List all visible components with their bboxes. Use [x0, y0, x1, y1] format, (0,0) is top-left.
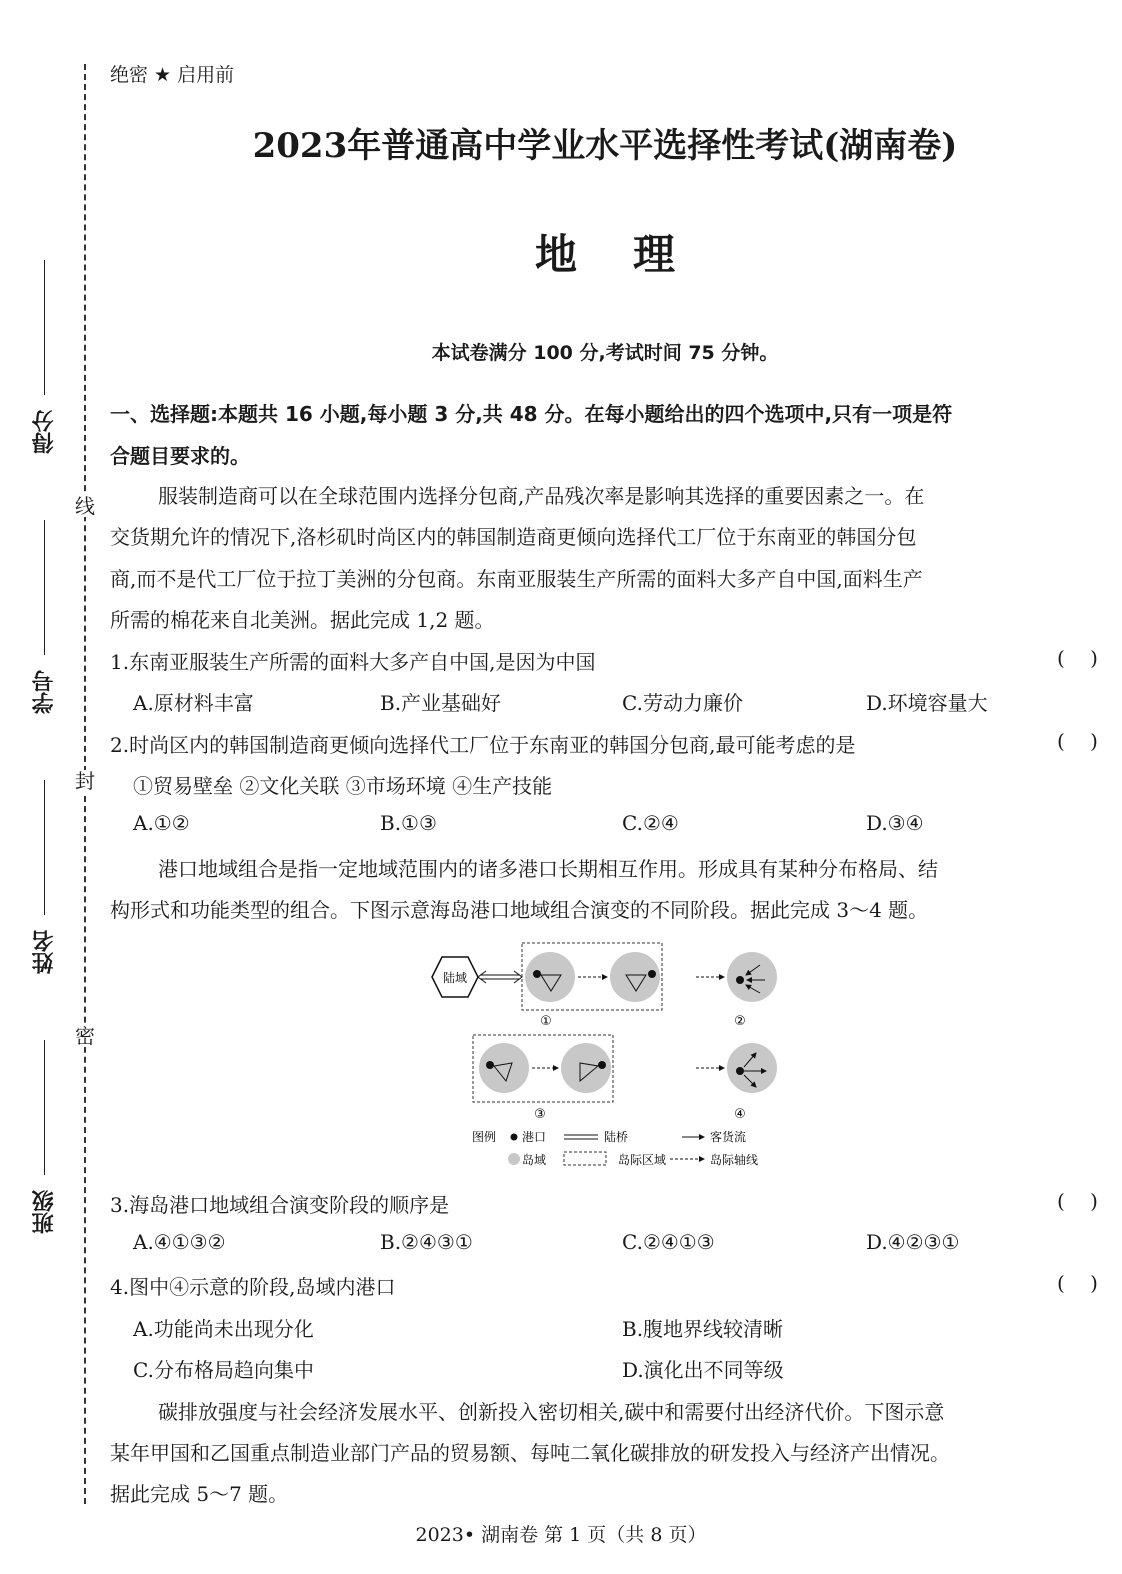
score-field[interactable]: [28, 260, 62, 490]
legend-title: 图例: [472, 1130, 497, 1144]
q1-option-c[interactable]: C.劳动力廉价: [622, 691, 743, 715]
cut-mark-secret: 密: [75, 1024, 95, 1048]
q2-option-b[interactable]: B.①③: [380, 811, 437, 835]
passage1-line: 商,而不是代工厂位于拉丁美洲的分包商。东南亚服装生产所需的面料大多产自中国,面料生产: [110, 567, 923, 591]
q3-option-b[interactable]: B.②④③①: [380, 1230, 473, 1254]
cut-mark-line: 线: [75, 494, 95, 518]
passage3-line: 据此完成 5～7 题。: [110, 1482, 289, 1506]
q4-option-d[interactable]: D.演化出不同等级: [622, 1358, 784, 1382]
legend-port: 港口: [522, 1130, 547, 1144]
passage1-line: 交货期允许的情况下,洛杉矶时尚区内的韩国制造商更倾向选择代工厂位于东南亚的韩国分包: [110, 525, 917, 549]
name-label: 姓名: [32, 930, 57, 974]
cut-mark-seal: 封: [75, 769, 95, 793]
q4-option-b[interactable]: B.腹地界线较清晰: [622, 1317, 784, 1341]
legend-island: 岛域: [522, 1153, 547, 1167]
legend-axis: 岛际轴线: [710, 1153, 759, 1167]
exam-info: 本试卷满分 100 分,考试时间 75 分钟。: [431, 342, 779, 364]
score-blank: [44, 260, 45, 395]
q2-option-d[interactable]: D.③④: [866, 811, 924, 835]
passage3-line: 某年甲国和乙国重点制造业部门产品的贸易额、每吨二氧化碳排放的研发投入与经济产出情况。: [110, 1441, 950, 1465]
section-heading-line1: 一、选择题:本题共 16 小题,每小题 3 分,共 48 分。在每小题给出的四个选项中,只有一项是符: [110, 402, 953, 426]
q2-answer-paren[interactable]: ( ): [1056, 729, 1098, 753]
figure-legend: [472, 1129, 758, 1167]
q1-option-b[interactable]: B.产业基础好: [380, 691, 502, 715]
stage2-island: [727, 952, 777, 1002]
stage4-island: [727, 1043, 777, 1093]
q3-answer-paren[interactable]: ( ): [1056, 1189, 1098, 1213]
passage1-line: 服装制造商可以在全球范围内选择分包商,产品残次率是影响其选择的重要因素之一。在: [158, 484, 925, 508]
q1-answer-paren[interactable]: ( ): [1056, 646, 1098, 670]
q4-answer-paren[interactable]: ( ): [1056, 1271, 1098, 1295]
q1-option-a[interactable]: A.原材料丰富: [133, 691, 254, 715]
port: [533, 970, 541, 978]
stage1-island-a: [525, 952, 575, 1002]
q4-option-a[interactable]: A.功能尚未出现分化: [133, 1317, 314, 1341]
legend-bridge: 陆桥: [604, 1130, 629, 1144]
q4-stem: 4.图中④示意的阶段,岛域内港口: [110, 1275, 396, 1299]
legend-flow: 客货流: [710, 1130, 747, 1144]
stage3-label: ③: [534, 1107, 546, 1122]
q4-option-c[interactable]: C.分布格局趋向集中: [133, 1358, 314, 1382]
secret-mark: 绝密 ★ 启用前: [110, 64, 235, 86]
passage1-line: 所需的棉花来自北美洲。据此完成 1,2 题。: [110, 608, 495, 632]
q2-option-a[interactable]: A.①②: [133, 811, 190, 835]
stage1-label: ①: [540, 1014, 552, 1029]
land-label: 陆域: [442, 971, 468, 985]
q3-option-c[interactable]: C.②④①③: [622, 1230, 715, 1254]
subject-title: 地理: [534, 230, 731, 279]
q1-stem: 1.东南亚服装生产所需的面料大多产自中国,是因为中国: [110, 650, 596, 674]
student-id-field[interactable]: [28, 520, 62, 750]
name-field[interactable]: [28, 780, 62, 1010]
page-title: 2023年普通高中学业水平选择性考试(湖南卷): [252, 126, 958, 166]
q2-items: ①贸易壁垒 ②文化关联 ③市场环境 ④生产技能: [133, 774, 553, 798]
port: [648, 970, 656, 978]
stage4-label: ④: [734, 1107, 746, 1122]
land-area-hexagon: [432, 957, 478, 997]
section-heading-line2: 合题目要求的。: [110, 444, 250, 468]
q3-stem: 3.海岛港口地域组合演变阶段的顺序是: [110, 1193, 450, 1217]
passage2-line: 港口地域组合是指一定地域范围内的诸多港口长期相互作用。形成具有某种分布格局、结: [158, 857, 938, 881]
q3-option-d[interactable]: D.④②③①: [866, 1230, 960, 1254]
q2-stem: 2.时尚区内的韩国制造商更倾向选择代工厂位于东南亚的韩国分包商,最可能考虑的是: [110, 733, 856, 757]
q1-option-d[interactable]: D.环境容量大: [866, 691, 988, 715]
class-blank: [44, 1040, 45, 1175]
class-label: 班级: [32, 1190, 57, 1234]
port-evolution-figure: [420, 935, 790, 1175]
student-id-label: 学号: [32, 670, 57, 714]
stage2-label: ②: [734, 1014, 746, 1029]
legend-region: 岛际区域: [618, 1153, 667, 1167]
land-bridge-symbol: [478, 971, 522, 983]
page-footer: 2023• 湖南卷 第 1 页（共 8 页）: [415, 1524, 707, 1546]
name-blank: [44, 780, 45, 915]
q2-option-c[interactable]: C.②④: [622, 811, 679, 835]
stage3-island-a: [479, 1043, 529, 1093]
student-id-blank: [44, 520, 45, 655]
passage2-line: 构形式和功能类型的组合。下图示意海岛港口地域组合演变的不同阶段。据此完成 3～4 题。: [110, 898, 929, 922]
q3-option-a[interactable]: A.④①③②: [133, 1230, 226, 1254]
score-label: 得分: [32, 410, 57, 454]
class-field[interactable]: [28, 1040, 62, 1270]
passage3-line: 碳排放强度与社会经济发展水平、创新投入密切相关,碳中和需要付出经济代价。下图示意: [158, 1400, 945, 1424]
